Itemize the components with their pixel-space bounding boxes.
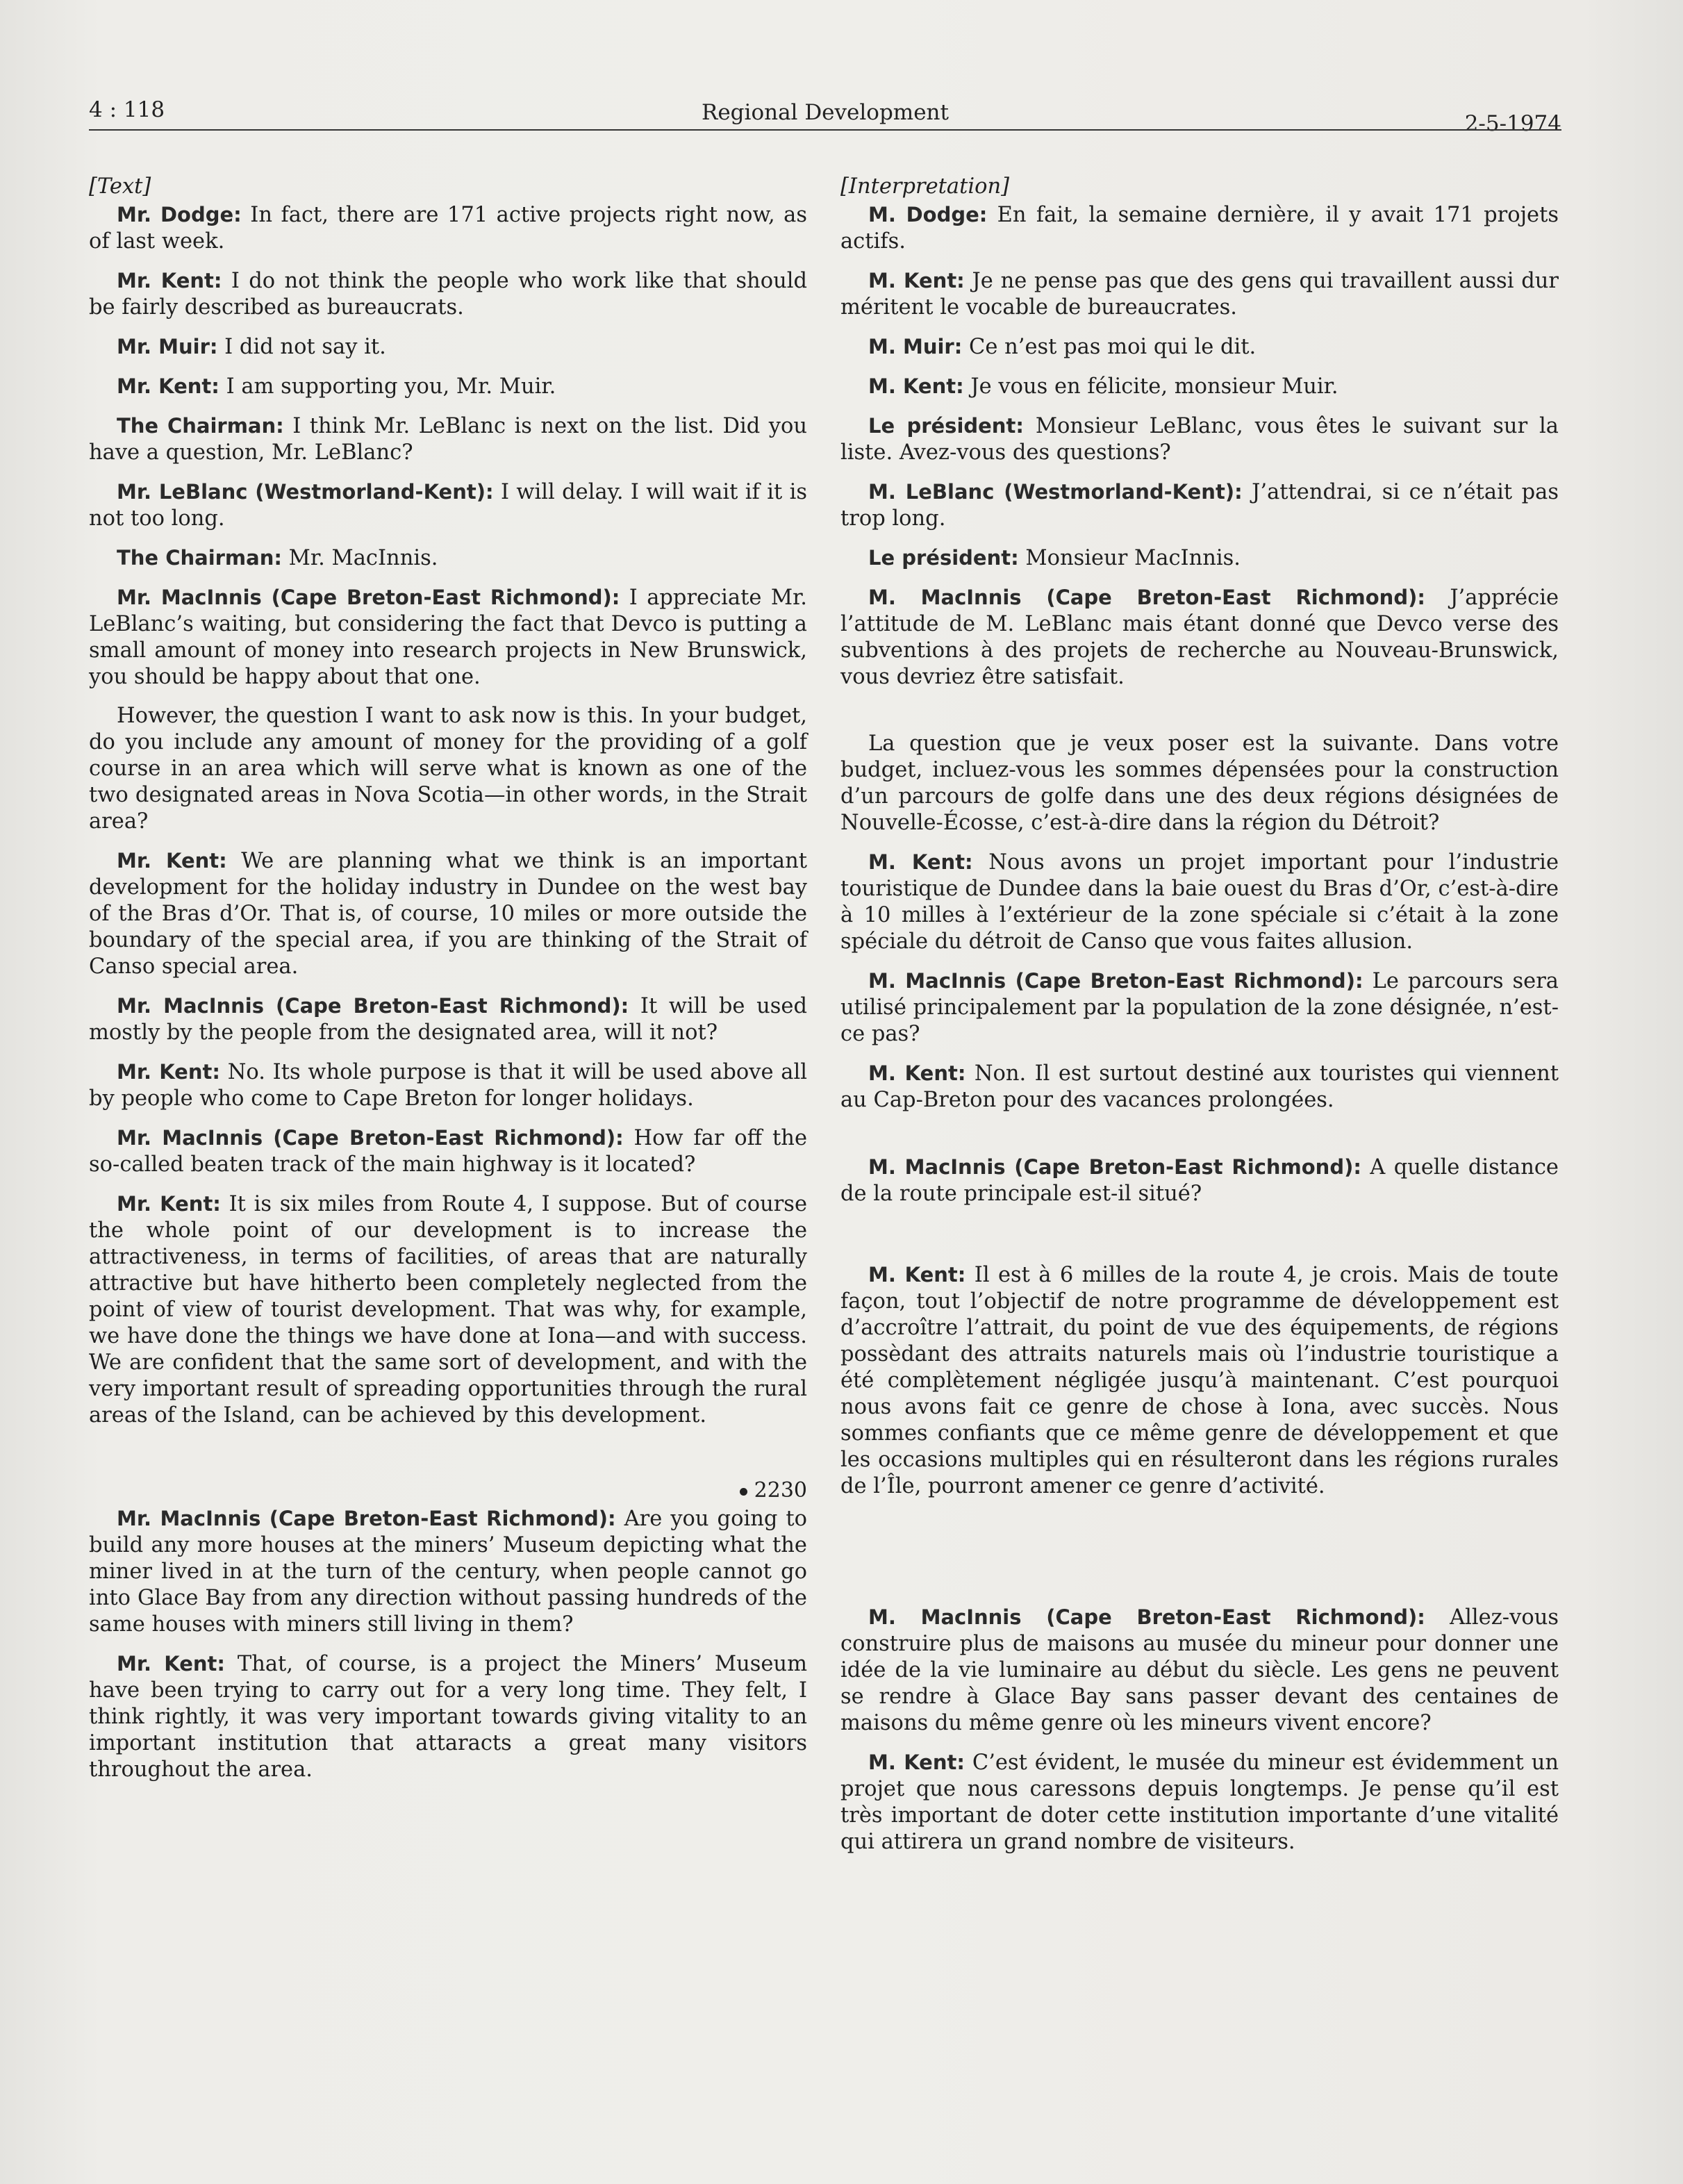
speaker: M. MacInnis (Cape Breton-East Richmond): bbox=[868, 1155, 1361, 1179]
speaker: M. Kent: bbox=[868, 850, 973, 874]
speech: La question que je veux poser est la suivante. Dans votre budget, incluez-vous les sommes dépensées pour la construction d’un parcours de golfe dans une des deux régions désignées de Nouvelle-Écosse, c’est-à-dire dans la région du Détroit? bbox=[840, 731, 1559, 835]
speech: Mr. MacInnis. bbox=[281, 546, 438, 570]
speech: Ce n’est pas moi qui le dit. bbox=[962, 335, 1257, 359]
speaker: M. MacInnis (Cape Breton-East Richmond): bbox=[868, 969, 1363, 993]
speaker: M. Muir: bbox=[868, 335, 963, 358]
paragraph-11 bbox=[840, 968, 1559, 1048]
speaker: Le président: bbox=[868, 546, 1019, 570]
speaker: Mr. Kent: bbox=[117, 374, 219, 398]
speaker: Le président: bbox=[868, 414, 1024, 438]
speaker: Mr. Kent: bbox=[117, 269, 222, 292]
speech: A quelle distance de la route principale est-il situé? bbox=[840, 1155, 1559, 1206]
speaker: Mr. MacInnis (Cape Breton-East Richmond): bbox=[117, 1126, 624, 1150]
speech: Monsieur LeBlanc, vous êtes le suivant sur la liste. Avez-vous des questions? bbox=[840, 414, 1559, 465]
paragraph-8 bbox=[840, 584, 1559, 690]
paragraph-6 bbox=[89, 479, 807, 532]
speech: Monsieur MacInnis. bbox=[1018, 546, 1241, 570]
speech: Je ne pense pas que des gens qui travaillent aussi dur méritent le vocable de bureaucrates. bbox=[840, 269, 1559, 320]
paragraph-13 bbox=[89, 1125, 807, 1178]
paragraph-2 bbox=[89, 267, 807, 321]
paragraph-7 bbox=[840, 545, 1559, 572]
speech: J’attendrai, si ce n’était pas trop long. bbox=[840, 480, 1559, 531]
paragraph-3 bbox=[89, 333, 807, 361]
time-marker-value: 2230 bbox=[754, 1478, 807, 1503]
paragraph-4 bbox=[89, 373, 807, 400]
speech: Le parcours sera utilisé principalement par la population de la zone désignée, n’est-ce pas? bbox=[840, 969, 1559, 1046]
speech: Je vous en félicite, monsieur Muir. bbox=[963, 374, 1338, 399]
paragraph-15 bbox=[89, 1505, 807, 1638]
speech: That, of course, is a project the Miners’ Museum have been trying to carry out for a very long time. They felt, I think rightly, it was very important towards giving vitality to an important institution that attaracts a great many visitors throughout the area. bbox=[89, 1652, 808, 1782]
speech: I think Mr. LeBlanc is next on the list. Did you have a question, Mr. LeBlanc? bbox=[89, 414, 807, 465]
speech: J’apprécie l’attitude de M. LeBlanc mais étant donné que Devco verse des subventions à des projets de recherche au Nouveau-Brunswick, vous devriez être satisfait. bbox=[840, 586, 1559, 689]
speech: I appreciate Mr. LeBlanc’s waiting, but considering the fact that Devco is putting a small amount of money into research projects in New Brunswick, you should be happy about that one. bbox=[89, 586, 807, 689]
page-header bbox=[89, 97, 1561, 139]
speech: It will be used mostly by the people from the designated area, will it not? bbox=[89, 994, 807, 1045]
speech: However, the question I want to ask now is this. In your budget, do you include any amount of money for the providing of a golf course in an area which will serve what is known as one of the two designated areas in Nova Scotia—in other words, in the Strait area? bbox=[89, 704, 807, 834]
speech: How far off the so-called beaten track of the main highway is it located? bbox=[89, 1126, 807, 1177]
speech: I will delay. I will wait if it is not too long. bbox=[89, 480, 807, 531]
paragraph-7 bbox=[89, 545, 807, 572]
speech: Il est à 6 milles de la route 4, je crois. Mais de toute façon, tout l’objectif de notre programme de développement est d’accroître l’attrait, du point de vue des équipements, de régions possèdant des attraits naturels mais où l’industrie touristique a été complètement négligée jusqu’à maintenant. C’est pourquoi nous avons fait ce genre de chose à Iona, avec succès. Nous sommes confiants que ce même genre de développement et que les occasions multiples qui en résulteront dans les régions rurales de l’Île, pourront amener ce genre d’activité. bbox=[840, 1263, 1559, 1498]
speaker: M. Dodge: bbox=[868, 203, 988, 226]
speaker: M. Kent: bbox=[868, 1263, 966, 1287]
speech: I did not say it. bbox=[217, 335, 386, 359]
time-marker bbox=[89, 1478, 807, 1504]
speaker: Mr. MacInnis (Cape Breton-East Richmond): bbox=[117, 994, 629, 1018]
speaker: The Chairman: bbox=[117, 414, 284, 438]
paragraph-9 bbox=[840, 731, 1559, 836]
running-title: Regional Development bbox=[702, 100, 949, 125]
english-column bbox=[89, 174, 807, 1783]
paragraph-8 bbox=[89, 584, 807, 690]
speaker: Mr. Muir: bbox=[117, 335, 218, 358]
speech: Non. Il est surtout destiné aux touristes qui viennent au Cap-Breton pour des vacances prolongées. bbox=[840, 1061, 1559, 1112]
speaker: Mr. Dodge: bbox=[117, 203, 242, 226]
header-date: 2-5-1974 bbox=[1464, 111, 1561, 136]
paragraph-14 bbox=[840, 1261, 1559, 1500]
speaker: Mr. MacInnis (Cape Breton-East Richmond): bbox=[117, 1507, 616, 1530]
speech: No. Its whole purpose is that it will be used above all by people who come to Cape Breton for longer holidays. bbox=[89, 1060, 807, 1111]
paragraph-15 bbox=[840, 1604, 1559, 1737]
speaker: Mr. Kent: bbox=[117, 1192, 221, 1216]
paragraph-4 bbox=[840, 373, 1559, 400]
speech: Allez-vous construire plus de maisons au musée du mineur pour donner une idée de la vie luminaire au début du siècle. Les gens ne peuvent se rendre à Glace Bay sans passer devant des centaines de maisons du même genre où les mineurs vivent encore? bbox=[840, 1605, 1559, 1735]
paragraph-16 bbox=[89, 1651, 807, 1783]
speech: It is six miles from Route 4, I suppose. But of course the whole point of our development is to increase the attractiveness, in terms of facilities, of areas that are naturally attractive but have hitherto been completely neglected from the point of view of tourist development. That was why, for example, we have done the things we have done at Iona—and with success. We are confident that the same sort of development, and with the very important result of spreading opportunities through the rural areas of the Island, can be achieved by this development. bbox=[89, 1192, 808, 1428]
speech: I do not think the people who work like that should be fairly described as bureaucrats. bbox=[89, 269, 807, 320]
paragraph-2 bbox=[840, 267, 1559, 321]
speech: En fait, la semaine dernière, il y avait 171 projets actifs. bbox=[840, 203, 1559, 254]
paragraph-14 bbox=[89, 1191, 807, 1429]
french-column bbox=[840, 174, 1559, 1855]
paragraph-12 bbox=[840, 1060, 1559, 1114]
paragraph-16 bbox=[840, 1749, 1559, 1855]
speech: Nous avons un projet important pour l’industrie touristique de Dundee dans la baie ouest du Bras d’Or, c’est-à-dire à 10 milles à l’extérieur de la zone spéciale si c’était à la zone spéciale du détroit de Canso que vous faites allusion. bbox=[840, 850, 1559, 954]
speaker: M. Kent: bbox=[868, 374, 964, 398]
paragraph-5 bbox=[89, 413, 807, 466]
paragraph-11 bbox=[89, 993, 807, 1046]
speaker: M. MacInnis (Cape Breton-East Richmond): bbox=[868, 1605, 1425, 1629]
paragraph-9 bbox=[89, 703, 807, 835]
bullet-icon bbox=[740, 1488, 747, 1496]
speaker: M. MacInnis (Cape Breton-East Richmond): bbox=[868, 586, 1425, 609]
speaker: Mr. LeBlanc (Westmorland-Kent): bbox=[117, 480, 494, 504]
paragraph-10 bbox=[840, 849, 1559, 955]
text-label: [Text] bbox=[89, 174, 151, 199]
speaker: Mr. MacInnis (Cape Breton-East Richmond): bbox=[117, 586, 620, 609]
paragraph-3 bbox=[840, 333, 1559, 361]
speaker: The Chairman: bbox=[117, 546, 282, 570]
paragraph-1 bbox=[840, 201, 1559, 255]
speech: I am supporting you, Mr. Muir. bbox=[219, 374, 556, 399]
speech: We are planning what we think is an important development for the holiday industry in Dundee on the west bay of the Bras d’Or. That is, of course, 10 miles or more outside the boundary of the special area, if you are thinking of the Strait of Canso special area. bbox=[89, 849, 808, 979]
paragraph-13 bbox=[840, 1154, 1559, 1207]
paragraph-6 bbox=[840, 479, 1559, 532]
speaker: M. LeBlanc (Westmorland-Kent): bbox=[868, 480, 1243, 504]
speaker: Mr. Kent: bbox=[117, 1652, 226, 1676]
speech: In fact, there are 171 active projects right now, as of last week. bbox=[89, 203, 808, 254]
paragraph-1 bbox=[89, 201, 807, 255]
paragraph-5 bbox=[840, 413, 1559, 466]
interpretation-label: [Interpretation] bbox=[840, 174, 1009, 199]
speaker: M. Kent: bbox=[868, 1751, 965, 1774]
paragraph-12 bbox=[89, 1059, 807, 1112]
speaker: M. Kent: bbox=[868, 269, 965, 292]
speaker: M. Kent: bbox=[868, 1061, 966, 1085]
page-number: 4 : 118 bbox=[89, 97, 165, 122]
header-rule bbox=[89, 129, 1561, 131]
paragraph-10 bbox=[89, 847, 807, 980]
speech: Are you going to build any more houses at the miners’ Museum depicting what the miner lived in at the turn of the century, when people cannot go into Glace Bay from any direction without passing hundreds of the same houses with miners still living in them? bbox=[89, 1507, 807, 1637]
speech: C’est évident, le musée du mineur est évidemment un projet que nous caressons depuis longtemps. Je pense qu’il est très important de doter cette institution importante d’une vitalité qui attirera un grand nombre de visiteurs. bbox=[840, 1751, 1559, 1854]
speaker: Mr. Kent: bbox=[117, 849, 227, 872]
speaker: Mr. Kent: bbox=[117, 1060, 220, 1084]
